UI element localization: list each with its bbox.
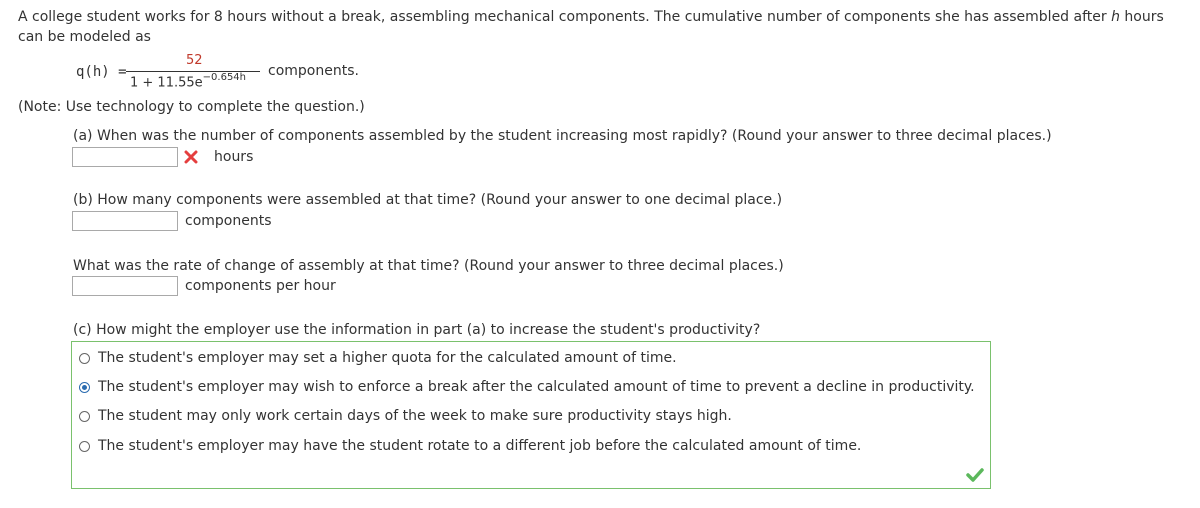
answer-rate-unit: components per hour — [185, 278, 336, 294]
formula-lhs: q(h) = — [76, 64, 127, 80]
radio-option-1[interactable] — [79, 353, 90, 364]
question-c: (c) How might the employer use the information in part (a) to increase the student's productivity? — [73, 322, 761, 338]
choice-option-1[interactable] — [79, 348, 677, 368]
problem-intro: A college student works for 8 hours without a break, assembling mechanical components. The cumulative number of components she has assembled after h hours can be modeled as — [18, 9, 1164, 45]
formula-exponent: −0.654h — [202, 72, 247, 83]
answer-rate-input[interactable] — [72, 276, 178, 296]
choice-label-3: The student may only work certain days of the week to make sure productivity stays high. — [98, 408, 732, 424]
choice-option-4[interactable] — [79, 436, 861, 456]
choice-label-1: The student's employer may set a higher quota for the calculated amount of time. — [98, 350, 677, 366]
choice-option-2[interactable] — [79, 377, 975, 397]
answer-b-unit: components — [185, 213, 272, 229]
variable-h: h — [1111, 9, 1120, 25]
radio-option-2[interactable] — [79, 382, 90, 393]
note-text: (Note: Use technology to complete the question.) — [18, 99, 365, 115]
answer-a-unit: hours — [214, 149, 254, 165]
formula-unit: components. — [268, 63, 359, 79]
choice-label-4: The student's employer may have the student rotate to a different job before the calculated amount of time. — [98, 438, 862, 454]
choice-option-3[interactable] — [79, 406, 732, 426]
radio-option-3[interactable] — [79, 411, 90, 422]
formula-numerator: 52 — [186, 53, 203, 68]
question-rate: What was the rate of change of assembly at that time? (Round your answer to three decimal places.) — [73, 258, 784, 274]
choices-box — [71, 341, 991, 489]
answer-a-input[interactable] — [72, 147, 178, 167]
answer-b-input[interactable] — [72, 211, 178, 231]
formula-denominator: $1 + 11.55e^{-0.654h}$ — [130, 72, 247, 91]
radio-option-4[interactable] — [79, 441, 90, 452]
x-icon — [184, 150, 198, 164]
question-a: (a) When was the number of components assembled by the student increasing most rapidly? (Round your answer to three decimal places.) — [73, 128, 1052, 144]
check-icon — [966, 468, 984, 482]
question-b: (b) How many components were assembled at that time? (Round your answer to one decimal place.) — [73, 192, 783, 208]
choice-label-2: The student's employer may wish to enforce a break after the calculated amount of time to prevent a decline in productivity. — [98, 379, 975, 395]
